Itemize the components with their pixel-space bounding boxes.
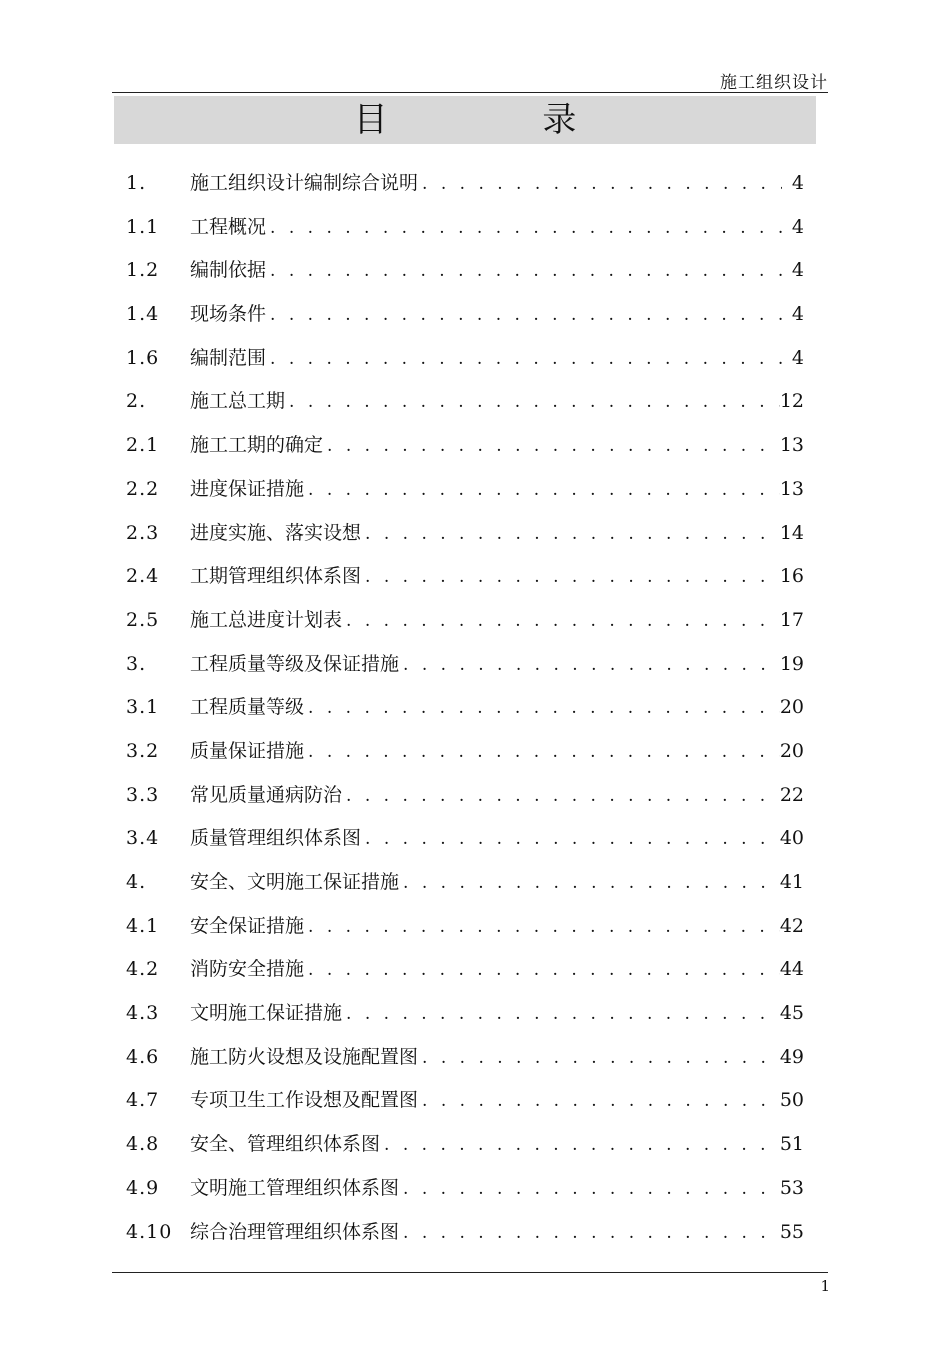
- page-number: 1: [820, 1277, 830, 1295]
- toc-entry-page: 42: [779, 914, 804, 937]
- toc-entry-number: 2.5: [126, 608, 160, 631]
- toc-entry-page: 13: [779, 434, 804, 457]
- toc-entry-title: 施工组织设计编制综合说明: [190, 172, 419, 194]
- toc-entry-page: 50: [779, 1089, 804, 1112]
- toc-entry-number: 3.2: [126, 739, 160, 762]
- toc-dot-leader: [418, 1037, 780, 1081]
- toc-dot-leader: [266, 250, 782, 294]
- toc-dot-leader: [399, 644, 780, 688]
- toc-dot-leader: [361, 818, 780, 862]
- toc-entry-title: 工期管理组织体系图: [190, 565, 362, 588]
- toc-entry-number: 4.1: [126, 914, 160, 937]
- toc-entry[interactable]: [126, 380, 804, 424]
- table-of-contents: [126, 162, 804, 1254]
- toc-entry-page: 13: [779, 477, 804, 500]
- toc-entry-number: 2.4: [126, 565, 160, 588]
- toc-entry-page: 16: [779, 565, 804, 588]
- toc-entry-title: 编制范围: [190, 346, 267, 369]
- toc-dot-leader: [418, 163, 782, 207]
- toc-entry-title: 常见质量通病防治: [190, 783, 343, 806]
- toc-entry-number: 2.1: [126, 434, 160, 457]
- toc-entry-title: 安全、文明施工保证措施: [190, 871, 400, 893]
- toc-entry[interactable]: [126, 992, 804, 1036]
- toc-entry-title: 综合治理管理组织体系图: [190, 1220, 400, 1243]
- toc-entry-number: 1.: [126, 172, 147, 194]
- toc-entry-number: 2.3: [126, 521, 160, 544]
- toc-entry-page: 20: [779, 739, 804, 762]
- toc-entry-page: 53: [779, 1176, 804, 1199]
- toc-entry-page: 4: [791, 303, 804, 326]
- toc-entry[interactable]: [126, 162, 804, 206]
- toc-entry-page: 20: [779, 696, 804, 719]
- toc-entry-title: 进度实施、落实设想: [190, 521, 362, 544]
- toc-dot-leader: [266, 338, 782, 382]
- toc-entry[interactable]: [126, 1167, 804, 1211]
- toc-entry-page: 14: [779, 521, 804, 544]
- toc-entry-number: 4.3: [126, 1002, 160, 1025]
- toc-entry[interactable]: [126, 249, 804, 293]
- toc-dot-leader: [266, 294, 782, 338]
- toc-entry[interactable]: [126, 861, 804, 905]
- toc-entry-number: 1.6: [126, 346, 160, 369]
- toc-entry-title: 文明施工管理组织体系图: [190, 1176, 400, 1199]
- toc-entry-title: 消防安全措施: [190, 958, 305, 981]
- toc-dot-leader: [399, 1168, 780, 1212]
- toc-entry[interactable]: [126, 1211, 804, 1255]
- toc-entry-title: 安全、管理组织体系图: [190, 1133, 381, 1156]
- toc-entry-number: 4.8: [126, 1133, 160, 1156]
- toc-entry-page: 22: [779, 783, 804, 806]
- toc-dot-leader: [361, 556, 780, 600]
- toc-dot-leader: [342, 600, 780, 644]
- toc-entry-number: 1.4: [126, 303, 160, 326]
- toc-entry-title: 施工总进度计划表: [190, 608, 343, 631]
- toc-entry-title: 文明施工保证措施: [190, 1002, 343, 1025]
- toc-entry[interactable]: [126, 948, 804, 992]
- toc-entry[interactable]: [126, 206, 804, 250]
- toc-entry-number: 3.: [126, 652, 147, 675]
- toc-entry-number: 3.4: [126, 827, 160, 850]
- toc-dot-leader: [323, 425, 780, 469]
- toc-entry-number: 3.3: [126, 783, 160, 806]
- toc-entry[interactable]: [126, 1036, 804, 1080]
- toc-dot-leader: [304, 687, 780, 731]
- toc-entry-title: 工程概况: [190, 215, 267, 238]
- toc-entry[interactable]: [126, 643, 804, 687]
- toc-entry[interactable]: [126, 293, 804, 337]
- toc-dot-leader: [304, 731, 780, 775]
- toc-entry-title: 安全保证措施: [190, 914, 305, 937]
- toc-dot-leader: [399, 862, 780, 906]
- toc-entry-number: 1.2: [126, 259, 160, 282]
- toc-entry-page: 19: [779, 652, 804, 675]
- toc-entry-page: 12: [779, 390, 804, 413]
- toc-entry-number: 4.6: [126, 1045, 160, 1068]
- toc-dot-leader: [418, 1080, 780, 1124]
- toc-entry-number: 1.1: [126, 215, 160, 238]
- toc-entry[interactable]: [126, 337, 804, 381]
- toc-entry-title: 施工工期的确定: [190, 434, 324, 457]
- toc-entry-page: 40: [779, 827, 804, 850]
- toc-entry[interactable]: [126, 774, 804, 818]
- toc-entry[interactable]: [126, 555, 804, 599]
- page-header: [112, 62, 828, 93]
- toc-entry-page: 4: [791, 346, 804, 369]
- toc-dot-leader: [342, 993, 780, 1037]
- toc-entry[interactable]: [126, 817, 804, 861]
- toc-entry-number: 4.: [126, 871, 147, 893]
- toc-dot-leader: [304, 906, 780, 950]
- toc-dot-leader: [304, 469, 780, 513]
- toc-entry-number: 3.1: [126, 696, 160, 719]
- toc-entry-number: 4.10: [126, 1220, 173, 1243]
- toc-entry-title: 质量保证措施: [190, 739, 305, 762]
- toc-dot-leader: [399, 1212, 780, 1256]
- toc-dot-leader: [285, 381, 780, 425]
- toc-entry[interactable]: [126, 686, 804, 730]
- toc-entry[interactable]: [126, 905, 804, 949]
- toc-entry[interactable]: [126, 468, 804, 512]
- toc-entry-title: 质量管理组织体系图: [190, 827, 362, 850]
- toc-entry[interactable]: [126, 424, 804, 468]
- toc-entry-page: 4: [791, 215, 804, 238]
- toc-entry[interactable]: [126, 599, 804, 643]
- toc-entry[interactable]: [126, 512, 804, 556]
- toc-entry-title: 专项卫生工作设想及配置图: [190, 1089, 419, 1112]
- toc-entry-title: 施工总工期: [190, 390, 286, 413]
- toc-entry[interactable]: [126, 1079, 804, 1123]
- toc-entry-number: 2.2: [126, 477, 160, 500]
- toc-entry-page: 44: [779, 958, 804, 981]
- toc-entry[interactable]: [126, 1123, 804, 1167]
- toc-entry-page: 49: [779, 1045, 804, 1068]
- toc-entry-page: 51: [779, 1133, 804, 1156]
- toc-dot-leader: [380, 1124, 780, 1168]
- toc-heading-band: [114, 96, 816, 144]
- page-footer: [112, 1272, 830, 1295]
- toc-entry-title: 工程质量等级: [190, 696, 305, 719]
- toc-entry-number: 2.: [126, 390, 147, 413]
- toc-dot-leader: [266, 207, 782, 251]
- toc-entry-page: 55: [779, 1220, 804, 1243]
- toc-dot-leader: [342, 775, 780, 819]
- toc-dot-leader: [361, 513, 780, 557]
- toc-entry-number: 4.2: [126, 958, 160, 981]
- toc-entry-page: 45: [779, 1002, 804, 1025]
- toc-entry-title: 现场条件: [190, 303, 267, 326]
- toc-entry-page: 4: [791, 259, 804, 282]
- toc-entry-page: 17: [779, 608, 804, 631]
- toc-dot-leader: [304, 949, 780, 993]
- toc-entry-title: 施工防火设想及设施配置图: [190, 1045, 419, 1068]
- toc-heading: 目 录: [353, 100, 649, 140]
- toc-entry-number: 4.7: [126, 1089, 160, 1112]
- toc-entry-title: 工程质量等级及保证措施: [190, 652, 400, 675]
- toc-entry-page: 4: [791, 172, 804, 194]
- toc-entry-number: 4.9: [126, 1176, 160, 1199]
- header-title: 施工组织设计: [720, 73, 828, 93]
- toc-entry-title: 进度保证措施: [190, 477, 305, 500]
- toc-entry-title: 编制依据: [190, 259, 267, 282]
- toc-entry-page: 41: [779, 871, 804, 893]
- toc-entry[interactable]: [126, 730, 804, 774]
